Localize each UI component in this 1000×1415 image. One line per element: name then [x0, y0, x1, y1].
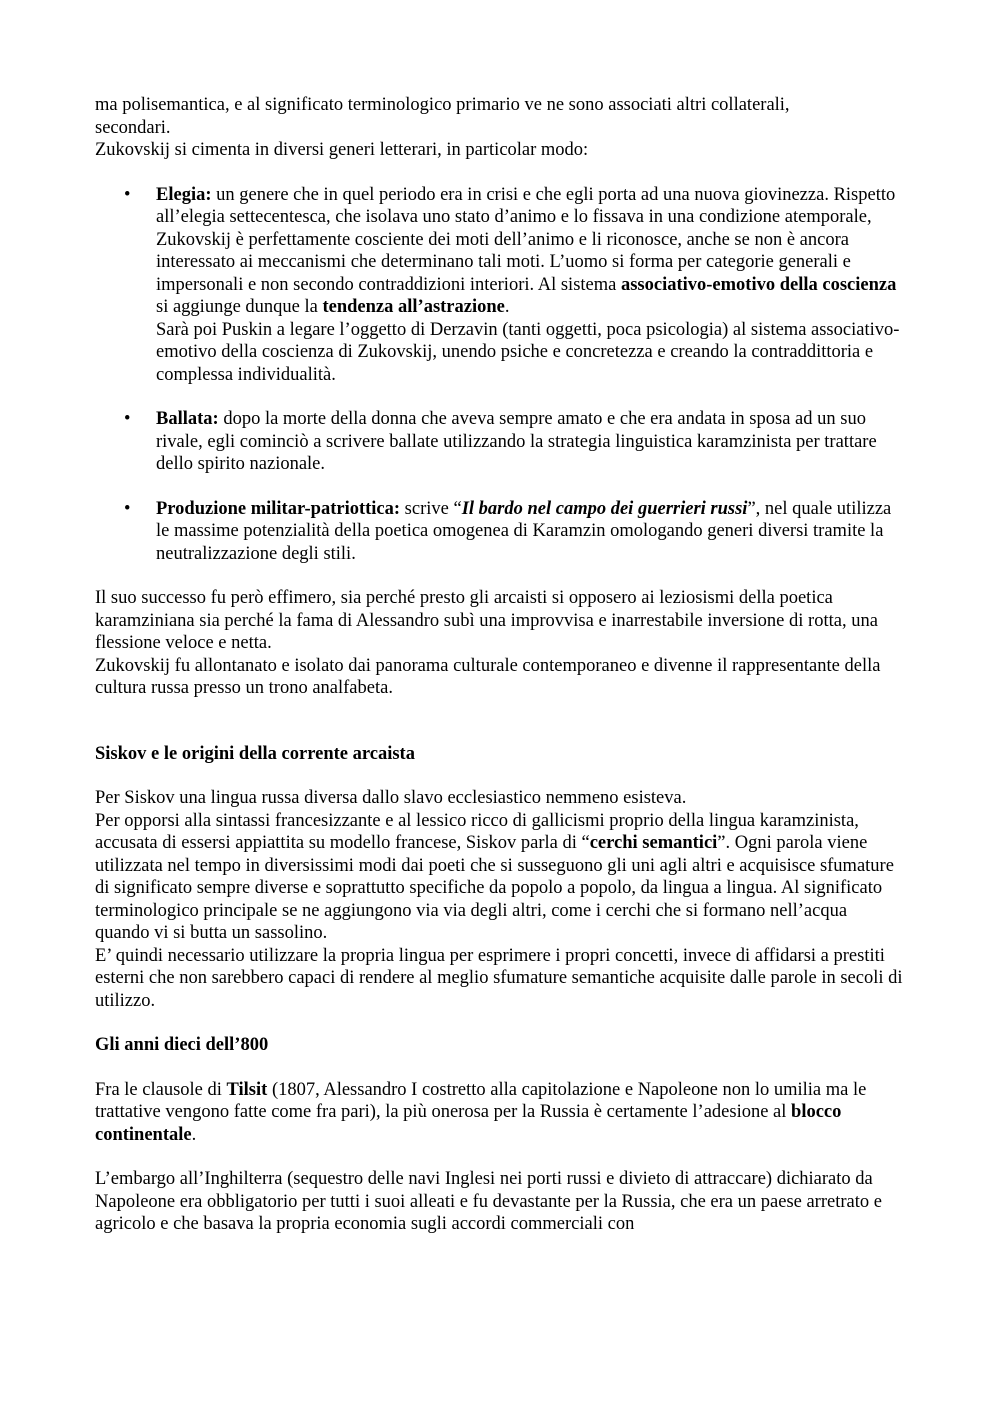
- term: Ballata:: [156, 409, 219, 429]
- list-item-ballata: [95, 408, 904, 476]
- spacer: [95, 162, 904, 184]
- intro-line: secondari.: [95, 117, 171, 138]
- paragraph: E’ quindi necessario utilizzare la propria lingua per esprimere i propri concetti, invece di affidarsi a prestiti esterni che non sarebbero capaci di rendere al meglio sfumature semantiche acquisite dalle parole in secoli di utilizzo.: [95, 945, 903, 1011]
- spacer: [95, 1146, 904, 1168]
- text: ”, nel quale utilizza le massime potenzialità della poetica omogenea di Karamzin omologando generi diversi tramite la neutralizzazione degli stili.: [156, 498, 892, 564]
- list-item-elegia: [95, 184, 904, 387]
- emphasis: cerchi semantici: [589, 833, 718, 853]
- list-item-text: Sarà poi Puskin a legare l’oggetto di Derzavin (tanti oggetti, poca psicologia) al sistema associativo-emotivo della coscienza di Zukovskij, unendo psiche e concretezza e creando la contraddittoria e complessa individualità.: [156, 319, 900, 385]
- term: Elegia:: [156, 184, 212, 205]
- spacer: [95, 476, 904, 498]
- paragraph: L’embargo all’Inghilterra (sequestro delle navi Inglesi nei porti russi e divieto di attraccare) dichiarato da Napoleone era obbligatorio per tutti i suoi alleati e fu devastante per la Russia, che era un paese arretrato e agricolo e che basava la propria economia sugli accordi commerciali con: [95, 1169, 882, 1234]
- text: .: [191, 1124, 197, 1145]
- list-item-text: [156, 498, 904, 566]
- emphasis: associativo-emotivo della coscienza: [620, 274, 897, 295]
- spacer: [95, 700, 904, 743]
- intro-line: ma polisemantica, e al significato terminologico primario ve ne sono associati altri collaterali,: [95, 95, 790, 115]
- section-heading: Siskov e le origini della corrente arcaista: [95, 743, 415, 764]
- spacer: [95, 565, 904, 587]
- spacer: [95, 1057, 904, 1079]
- bullet-icon: •: [124, 498, 131, 519]
- paragraph: Il suo successo fu però effimero, sia perché presto gli arcaisti si opposero ai leziosismi della poetica karamziniana sia perché la fama di Alessandro subì una improvvisa e inarrestabile inversione di rotta, una flessione veloce e netta.: [95, 588, 878, 653]
- text: si aggiunge dunque la: [156, 297, 323, 317]
- text: scrive “: [400, 498, 462, 519]
- work-title: Il bardo nel campo dei guerrieri russi: [461, 498, 748, 519]
- list-item-produzione: [95, 498, 904, 566]
- bullet-icon: •: [124, 409, 131, 429]
- paragraph: Zukovskij fu allontanato e isolato dai panorama culturale contemporaneo e divenne il rappresentante della cultura russa presso un trono analfabeta.: [95, 655, 881, 698]
- text: .: [504, 297, 510, 317]
- intro-line: Zukovskij si cimenta in diversi generi letterari, in particolar modo:: [95, 140, 589, 160]
- emphasis: Tilsit: [226, 1079, 268, 1100]
- genre-list: [95, 184, 904, 566]
- text: Fra le clausole di: [95, 1079, 227, 1100]
- list-item-text: [156, 408, 904, 476]
- paragraph: [95, 810, 904, 945]
- text: un genere che in quel periodo era in crisi e che egli porta ad una nuova giovinezza. Rispetto all’elegia settecentesca, che isolava uno stato d’animo e lo fissava in una condizione atemporale, Zukovskij è perfettamente cosciente dei moti dell’animo e li riconosce, anche se non è ancora interessato ai meccanismi che determinano tali moti. L’uomo si forma per categorie generali e impersonali e non secondo contraddizioni interiori. Al sistema: [156, 184, 896, 295]
- text: Per opporsi alla sintassi francesizzante e al lessico ricco di gallicismi proprio della lingua karamzinista, accusata di essersi appiattita su modello francese, Siskov parla di “: [95, 810, 859, 853]
- paragraph: [95, 1079, 904, 1147]
- paragraph: Per Siskov una lingua russa diversa dallo slavo ecclesiastico nemmeno esisteva.: [95, 788, 687, 808]
- section-heading: Gli anni dieci dell’800: [95, 1035, 269, 1055]
- spacer: [95, 765, 904, 787]
- text: (1807, Alessandro I costretto alla capitolazione e Napoleone non lo umilia ma le trattative vengono fatte come fra pari), la più onerosa per la Russia è certamente l’adesione al: [95, 1079, 867, 1122]
- list-item-text: [156, 184, 904, 319]
- term: Produzione militar-patriottica:: [156, 498, 401, 519]
- spacer: [95, 1012, 904, 1034]
- text: ”. Ogni parola viene utilizzata nel tempo in diversissimi modi dai poeti che si susseguono gli uni agli altri e acquisisce sfumature di significato sempre diverse e soprattutto specifiche da popolo a popolo, da lingua a lingua. Al significato terminologico principale se ne aggiungono via via degli altri, come i cerchi che si formano nell’acqua quando vi si butta un sassolino.: [95, 833, 894, 943]
- spacer: [95, 386, 904, 408]
- text: dopo la morte della donna che aveva sempre amato e che era andata in sposa ad un suo rivale, egli cominciò a scrivere ballate utilizzando la strategia linguistica karamzinista per trattare dello spirito nazionale.: [156, 409, 877, 474]
- emphasis: tendenza all’astrazione: [322, 297, 505, 317]
- bullet-icon: •: [124, 184, 131, 205]
- emphasis: blocco continentale: [95, 1102, 842, 1145]
